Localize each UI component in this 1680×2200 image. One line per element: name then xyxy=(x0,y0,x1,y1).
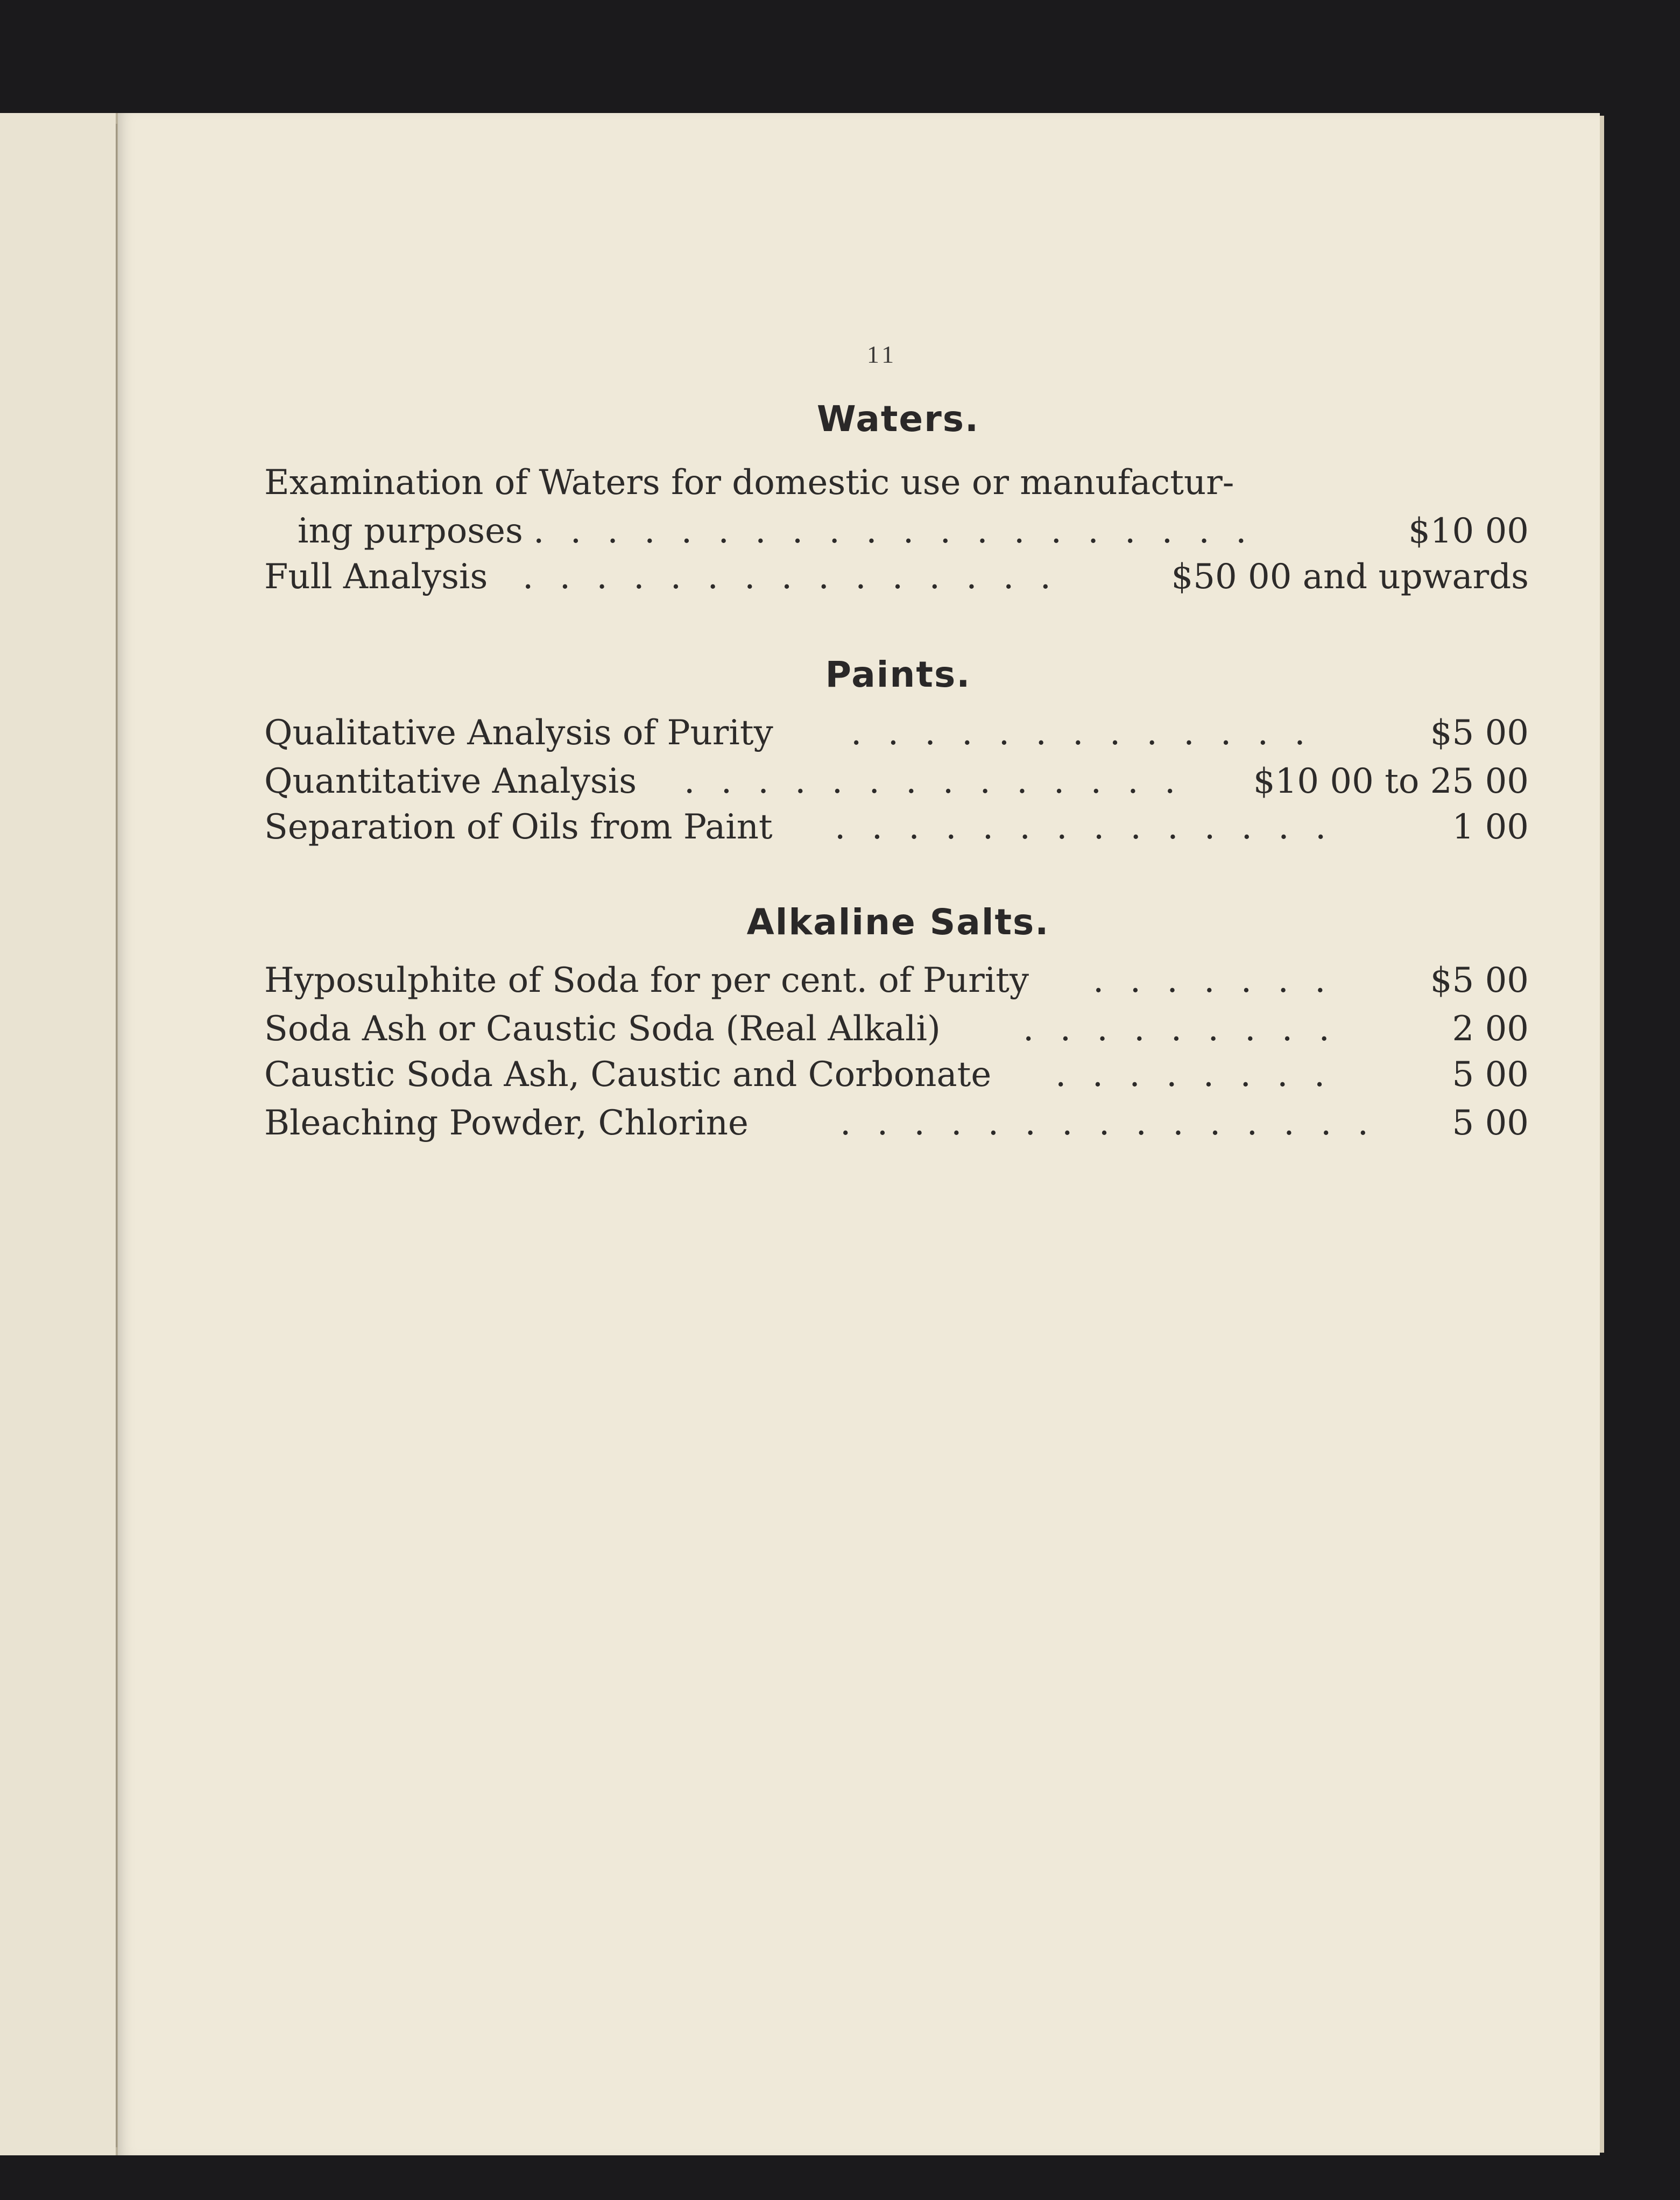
price-line xyxy=(264,557,1529,605)
line-price: $50 00 and upwards xyxy=(1171,557,1529,597)
section-heading-alkaline-salts: Alkaline Salts. xyxy=(746,901,1050,943)
left-page-edge xyxy=(0,113,118,2155)
line-price: $10 00 to 25 00 xyxy=(1253,761,1529,801)
line-price: $5 00 xyxy=(1430,961,1529,1000)
dot-leader: . . . . . . . . . xyxy=(1023,1009,1337,1049)
section-heading-paints: Paints. xyxy=(825,654,971,695)
binding-gutter xyxy=(116,124,117,2147)
dot-leader: . . . . . . . . . . . . . . . xyxy=(523,557,1058,597)
dot-leader: . . . . . . . . . . . . . . xyxy=(835,807,1334,847)
dot-leader: . . . . . . . . . . . . . . . xyxy=(840,1103,1376,1143)
price-line xyxy=(264,713,1529,761)
price-line xyxy=(264,807,1529,856)
line-description: ing purposes xyxy=(298,511,523,551)
line-price: 1 00 xyxy=(1452,807,1529,847)
dot-leader: . . . . . . . . xyxy=(1055,1055,1333,1095)
dot-leader: . . . . . . . xyxy=(1093,961,1333,1000)
line-description: Full Analysis xyxy=(264,557,488,597)
price-line xyxy=(264,511,1529,560)
dot-leader: . . . . . . . . . . . . . xyxy=(851,713,1313,753)
line-description: Hyposulphite of Soda for per cent. of Purity xyxy=(264,961,1029,1000)
price-line xyxy=(264,1009,1529,1057)
line-price: $10 00 xyxy=(1408,511,1529,551)
line-description: Qualitative Analysis of Purity xyxy=(264,713,773,753)
price-line xyxy=(264,463,1529,511)
price-list-page xyxy=(118,113,1600,2155)
line-price: 2 00 xyxy=(1452,1009,1529,1049)
price-line xyxy=(264,1103,1529,1152)
line-description: Examination of Waters for domestic use or manufactur- xyxy=(264,463,1234,503)
price-line xyxy=(264,1055,1529,1103)
line-description: Caustic Soda Ash, Caustic and Corbonate xyxy=(264,1055,992,1095)
line-price: $5 00 xyxy=(1430,713,1529,753)
line-price: 5 00 xyxy=(1452,1103,1529,1143)
price-line xyxy=(264,761,1529,810)
line-description: Bleaching Powder, Chlorine xyxy=(264,1103,749,1143)
dot-leader: . . . . . . . . . . . . . . . . . . . . xyxy=(533,511,1254,551)
page-number: 11 xyxy=(866,341,898,368)
line-description: Soda Ash or Caustic Soda (Real Alkali) xyxy=(264,1009,941,1049)
line-description: Separation of Oils from Paint xyxy=(264,807,773,847)
price-line xyxy=(264,961,1529,1009)
line-description: Quantitative Analysis xyxy=(264,761,637,801)
dot-leader: . . . . . . . . . . . . . . xyxy=(684,761,1183,801)
page-edge xyxy=(1600,116,1604,2153)
line-price: 5 00 xyxy=(1452,1055,1529,1095)
section-heading-waters: Waters. xyxy=(816,398,980,440)
